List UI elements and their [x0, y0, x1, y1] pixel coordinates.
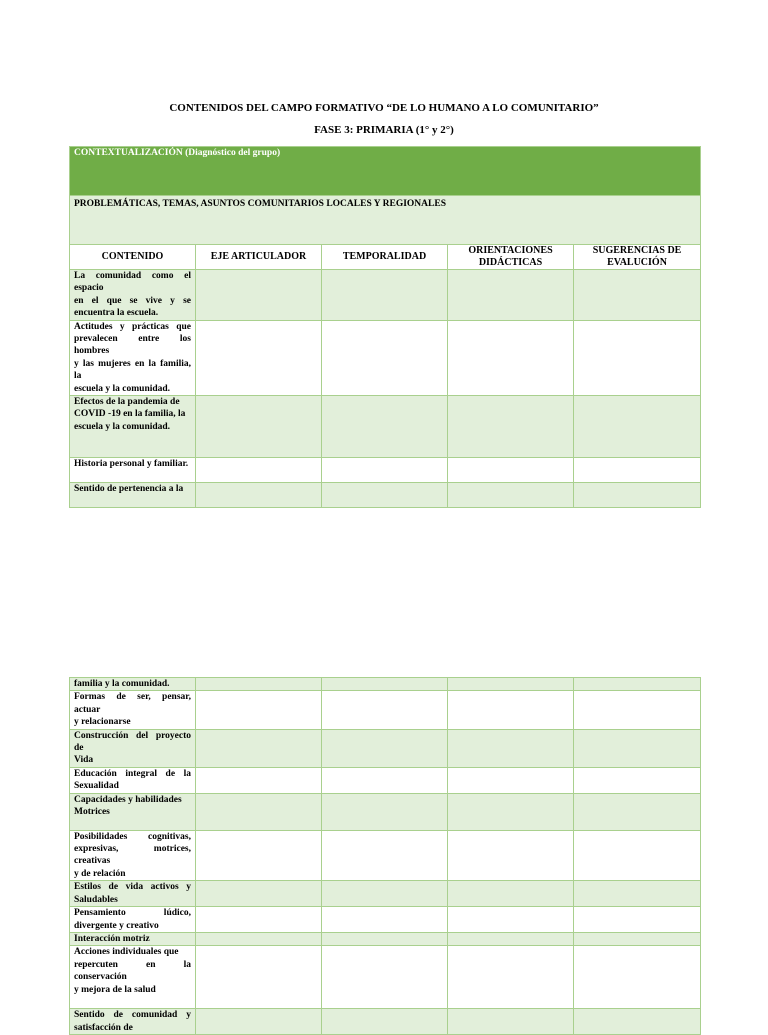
table-row	[70, 458, 701, 483]
table-row	[70, 691, 701, 729]
contenido-cell: Formas de ser, pensar, actuar y relacionarse	[70, 691, 196, 729]
contenido-cell: Estilos de vida activos y Saludables	[70, 881, 196, 907]
contenido-cell: Sentido de comunidad y satisfacción de	[70, 1009, 196, 1035]
contenido-cell: Construcción del proyecto de Vida	[70, 729, 196, 767]
table-row	[70, 946, 701, 1009]
header-row	[70, 245, 701, 270]
problematicas-label: PROBLEMÁTICAS, TEMAS, ASUNTOS COMUNITARIOS LOCALES Y REGIONALES	[70, 196, 701, 245]
table-row	[70, 270, 701, 321]
contenido-cell: La comunidad como el espacio en el que se vive y se encuentra la escuela.	[70, 270, 196, 321]
contenido-cell: Actitudes y prácticas que prevalecen entre los hombres y las mujeres en la familia, la escuela y la comunidad.	[70, 320, 196, 395]
header-eje-articulador: EJE ARTICULADOR	[196, 245, 322, 270]
contenido-cell: Historia personal y familiar.	[70, 458, 196, 483]
header-orientaciones-didacticas: ORIENTACIONES DIDÁCTICAS	[448, 245, 574, 270]
table-row	[70, 793, 701, 830]
contenido-cell: Pensamiento lúdico, divergente y creativo	[70, 907, 196, 933]
header-temporalidad: TEMPORALIDAD	[322, 245, 448, 270]
content-table-part-2	[69, 677, 701, 1035]
header-contenido: CONTENIDO	[70, 245, 196, 270]
table-row	[70, 483, 701, 508]
contenido-cell: familia y la comunidad.	[70, 678, 196, 691]
contenido-cell: Interacción motriz	[70, 932, 196, 945]
table-row	[70, 678, 701, 691]
document-title: CONTENIDOS DEL CAMPO FORMATIVO “DE LO HUMANO A LO COMUNITARIO”	[169, 102, 599, 114]
table-row	[70, 830, 701, 881]
contextualizacion-label: CONTEXTUALIZACIÓN (Diagnóstico del grupo)	[70, 147, 701, 196]
contenido-cell: Capacidades y habilidades Motrices	[70, 793, 196, 830]
contenido-cell: Efectos de la pandemia de COVID -19 en la familia, la escuela y la comunidad.	[70, 396, 196, 458]
table-row	[70, 320, 701, 395]
content-table-part-1	[69, 146, 701, 508]
table-row	[70, 1009, 701, 1035]
table-row	[70, 767, 701, 793]
table-row	[70, 907, 701, 933]
contenido-cell: Educación integral de la Sexualidad	[70, 767, 196, 793]
table-row	[70, 932, 701, 945]
contenido-cell: Posibilidades cognitivas, expresivas, motrices, creativas y de relación	[70, 830, 196, 881]
table-row	[70, 729, 701, 767]
header-sugerencias-evaluacion: SUGERENCIAS DE EVALUCIÓN	[574, 245, 701, 270]
contextualizacion-row	[70, 147, 701, 196]
contenido-cell: Sentido de pertenencia a la	[70, 483, 196, 508]
table-row	[70, 396, 701, 458]
problematicas-row	[70, 196, 701, 245]
document-subtitle: FASE 3: PRIMARIA (1° y 2°)	[314, 124, 454, 136]
contenido-cell: Acciones individuales que repercuten en la conservación y mejora de la salud	[70, 946, 196, 1009]
table-row	[70, 881, 701, 907]
